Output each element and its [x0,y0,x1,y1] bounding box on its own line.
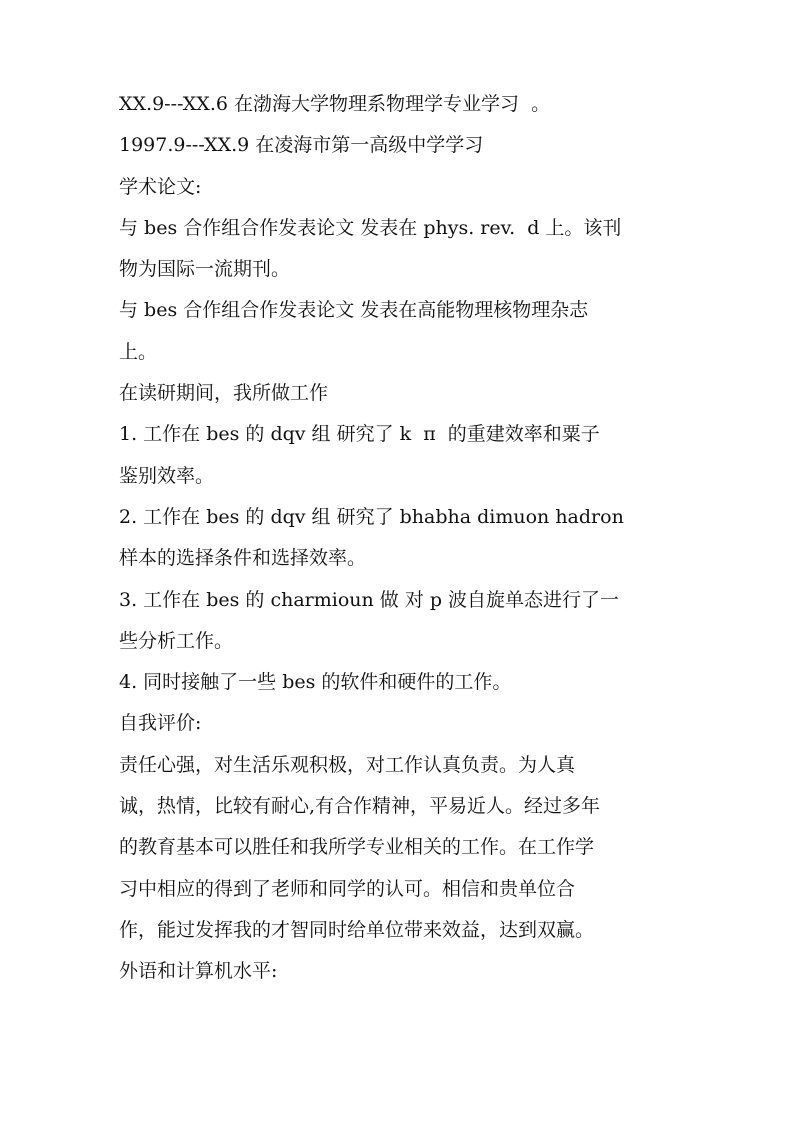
document-body [119,84,679,993]
paper-line: 物为国际一流期刊。 [119,258,291,281]
section-heading-self-evaluation: 自我评价: [119,712,202,735]
self-evaluation-line: 作，能过发挥我的才智同时给单位带来效益，达到双赢。 [119,918,595,941]
self-evaluation-line: 责任心强，对生活乐观积极，对工作认真负责。为人真 [119,753,576,776]
research-item: 样本的选择条件和选择效率。 [119,547,367,570]
research-item: 些分析工作。 [119,629,234,652]
research-item: 3. 工作在 bes 的 charmioun 做 对 p 波自旋单态进行了一 [119,588,620,611]
section-heading-research: 在读研期间，我所做工作 [119,382,329,405]
research-item: 4. 同时接触了一些 bes 的软件和硬件的工作。 [119,671,512,694]
research-item: 鉴别效率。 [119,464,215,487]
self-evaluation-line: 诚，热情，比较有耐心,有合作精神，平易近人。经过多年 [119,795,601,818]
paper-line: 与 bes 合作组合作发表论文 发表在 phys. rev. d 上。该刊 [119,216,622,239]
paper-line: 与 bes 合作组合作发表论文 发表在高能物理核物理杂志 [119,299,589,322]
research-item: 1. 工作在 bes 的 dqv 组 研究了 k π 的重建效率和粟子 [119,423,600,446]
education-line-university: XX.9---XX.6 在渤海大学物理系物理学专业学习 。 [119,93,551,115]
section-heading-papers: 学术论文: [119,175,202,198]
section-heading-skills: 外语和计算机水平: [119,960,278,983]
education-line-high-school: 1997.9---XX.9 在凌海市第一高级中学学习 [119,134,484,157]
self-evaluation-line: 习中相应的得到了老师和同学的认可。相信和贵单位合 [119,877,576,900]
research-item: 2. 工作在 bes 的 dqv 组 研究了 bhabha dimuon hadron [119,505,624,528]
paper-line: 上。 [119,340,158,363]
self-evaluation-line: 的教育基本可以胜任和我所学专业相关的工作。在工作学 [119,836,595,859]
